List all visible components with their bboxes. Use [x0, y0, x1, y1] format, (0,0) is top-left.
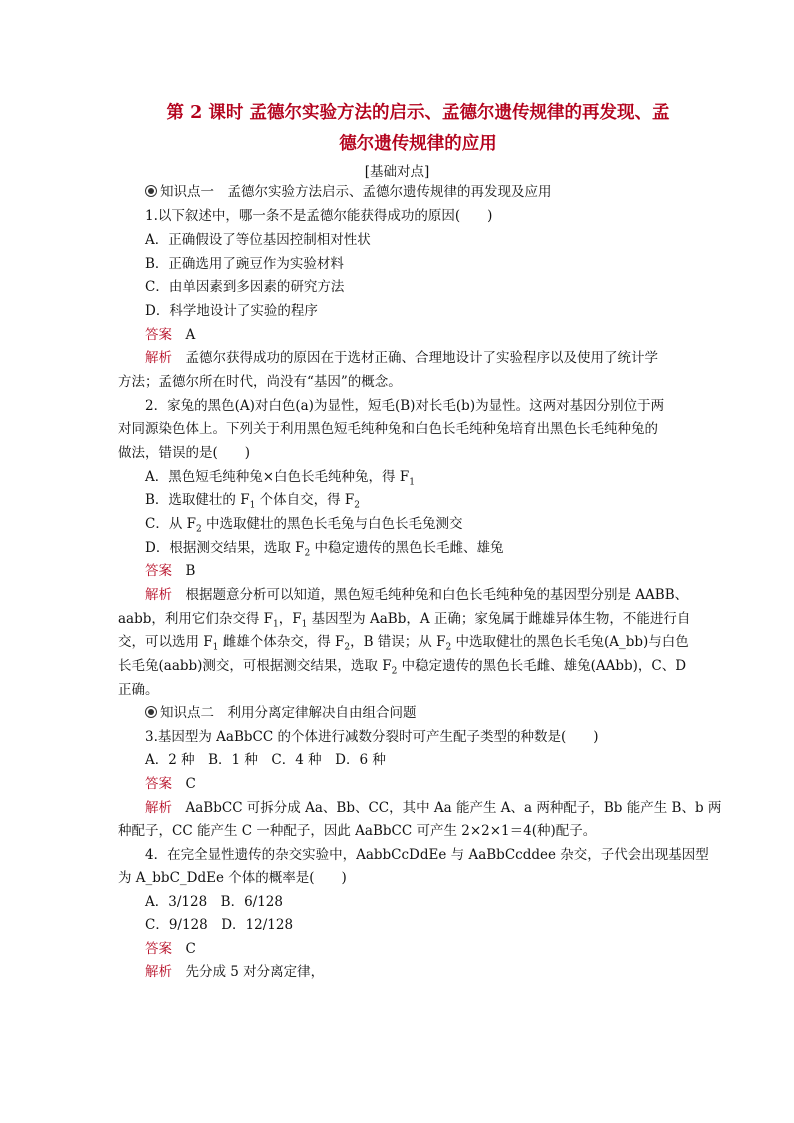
q1-analysis-line-2: 方法；孟德尔所在时代，尚没有“基因”的概念。	[118, 374, 402, 390]
q2-option-a	[145, 467, 415, 493]
analysis-text: 中选取健壮的黑色长毛兔(A_bb)与白色	[451, 634, 689, 650]
title-line-2: 德尔遗传规律的应用	[339, 134, 497, 154]
q2-option-d	[145, 538, 504, 564]
answer-label: 答案	[145, 941, 172, 957]
q4-analysis-line-1	[145, 962, 324, 982]
q2-option-b	[145, 490, 360, 516]
kp1-text: 孟德尔实验方法启示、孟德尔遗传规律的再发现及应用	[227, 184, 552, 200]
analysis-label: 解析	[145, 800, 172, 816]
q1-answer	[145, 325, 195, 345]
q3-options: A．2 种 B．1 种 C．4 种 D．6 种	[145, 752, 386, 768]
bullet-circle-icon	[145, 185, 157, 197]
q4-options-line-1: A．3/128 B．6/128	[145, 894, 283, 910]
q4-answer	[145, 939, 196, 959]
q2-option-c	[145, 514, 463, 540]
subscript: 1	[249, 500, 256, 511]
answer-label: 答案	[145, 563, 172, 579]
q1-analysis-line-1	[145, 348, 658, 368]
q2-analysis-line-1	[145, 585, 688, 605]
option-text: A．黑色短毛纯种兔×白色长毛纯种兔，得 F	[145, 469, 410, 485]
section-heading: [基础对点]	[364, 164, 430, 180]
answer-label: 答案	[145, 327, 172, 343]
q1-option-c: C．由单因素到多因素的研究方法	[145, 279, 345, 295]
q1-option-b: B．正确选用了豌豆作为实验材料	[145, 256, 344, 272]
q3-analysis-line-1	[145, 798, 721, 818]
q2-analysis-line-3	[118, 632, 689, 658]
option-text: 中稳定遗传的黑色长毛雌、雄兔	[310, 540, 504, 556]
q1-option-d: D．科学地设计了实验的程序	[145, 303, 318, 319]
analysis-text: 雌雄个体杂交，得 F	[218, 634, 345, 650]
option-text: 个体自交，得 F	[255, 492, 355, 508]
page-title	[118, 98, 718, 160]
analysis-label: 解析	[145, 964, 172, 980]
q2-analysis-line-5: 正确。	[118, 682, 159, 698]
subscript: 1	[273, 619, 279, 630]
q2-answer	[145, 561, 195, 581]
analysis-text: 交，可以选用 F	[118, 634, 213, 650]
option-text: C．从 F	[145, 516, 196, 532]
knowledge-point-1	[145, 182, 552, 202]
title-line-1: 第 2 课时 孟德尔实验方法的启示、孟德尔遗传规律的再发现、孟	[166, 103, 670, 123]
analysis-text: AaBbCC 可拆分成 Aa、Bb、CC，其中 Aa 能产生 A、a 两种配子，Bb 能产生 B、b 两	[185, 800, 722, 816]
analysis-text: 根据题意分析可以知道，黑色短毛纯种兔和白色长毛纯种兔的基因型分别是 AABB、	[185, 587, 689, 603]
kp1-label: 知识点一	[160, 184, 214, 200]
answer-value: A	[185, 327, 196, 343]
subscript: 2	[304, 548, 311, 559]
q1-option-a: A．正确假设了等位基因控制相对性状	[145, 232, 371, 248]
q3-stem: 3.基因型为 AaBbCC 的个体进行减数分裂时可产生配子类型的种数是( )	[145, 729, 599, 745]
answer-label: 答案	[145, 776, 172, 792]
analysis-label: 解析	[145, 350, 172, 366]
analysis-text: aabb，利用它们杂交得 F	[118, 611, 274, 627]
kp2-text: 利用分离定律解决自由组合问题	[227, 705, 417, 721]
analysis-text: 中稳定遗传的黑色长毛雌、雄兔(AAbb)，C、D	[397, 658, 687, 674]
subscript: 2	[354, 500, 361, 511]
analysis-text: 先分成 5 对分离定律，	[185, 964, 325, 980]
q2-analysis-line-2	[118, 609, 690, 635]
answer-value: B	[185, 563, 196, 579]
answer-value: C	[185, 941, 196, 957]
analysis-text: ，B 错误；从 F	[350, 634, 446, 650]
bullet-circle-icon	[145, 706, 157, 718]
analysis-text: ，F	[278, 611, 302, 627]
analysis-text: 孟德尔获得成功的原因在于选材正确、合理地设计了实验程序以及使用了统计学	[185, 350, 658, 366]
subscript: 2	[196, 524, 202, 535]
q3-analysis-line-2: 种配子，CC 能产生 C 一种配子，因此 AaBbCC 可产生 2×2×1＝4(种)配子。	[118, 823, 597, 839]
q3-answer	[145, 774, 196, 794]
subscript: 1	[409, 477, 415, 488]
q2-stem-line-1: 2．家兔的黑色(A)对白色(a)为显性，短毛(B)对长毛(b)为显性。这两对基因分别位于两	[145, 398, 665, 414]
q4-stem-line-1: 4．在完全显性遗传的杂交实验中，AabbCcDdEe 与 AaBbCcddee 杂交，子代会出现基因型	[145, 847, 709, 863]
analysis-text: 基因型为 AaBb，A 正确；家兔属于雌雄异体生物，不能进行自	[307, 611, 691, 627]
option-text: B．选取健壮的 F	[145, 492, 250, 508]
subscript: 2	[391, 666, 398, 677]
analysis-text: 长毛兔(aabb)测交，可根据测交结果，选取 F	[118, 658, 392, 674]
q2-stem-line-2: 对同源染色体上。下列关于利用黑色短毛纯种兔和白色长毛纯种兔培育出黑色长毛纯种兔的	[118, 421, 658, 437]
q4-options-line-2: C．9/128 D．12/128	[145, 917, 294, 933]
q4-stem-line-2: 为 A_bbC_DdEe 个体的概率是( )	[118, 870, 347, 886]
option-text: D．根据测交结果，选取 F	[145, 540, 305, 556]
answer-value: C	[185, 776, 196, 792]
option-text: 中选取健壮的黑色长毛兔与白色长毛兔测交	[201, 516, 463, 532]
q2-stem-line-3: 做法，错误的是( )	[118, 445, 251, 461]
q2-analysis-line-4	[118, 656, 686, 682]
subscript: 2	[344, 642, 351, 653]
kp2-label: 知识点二	[160, 705, 214, 721]
subscript: 2	[445, 642, 452, 653]
q1-stem: 1.以下叙述中，哪一条不是孟德尔能获得成功的原因( )	[145, 208, 493, 224]
knowledge-point-2	[145, 703, 417, 723]
subscript: 1	[212, 642, 219, 653]
subscript: 1	[301, 619, 308, 630]
analysis-label: 解析	[145, 587, 172, 603]
